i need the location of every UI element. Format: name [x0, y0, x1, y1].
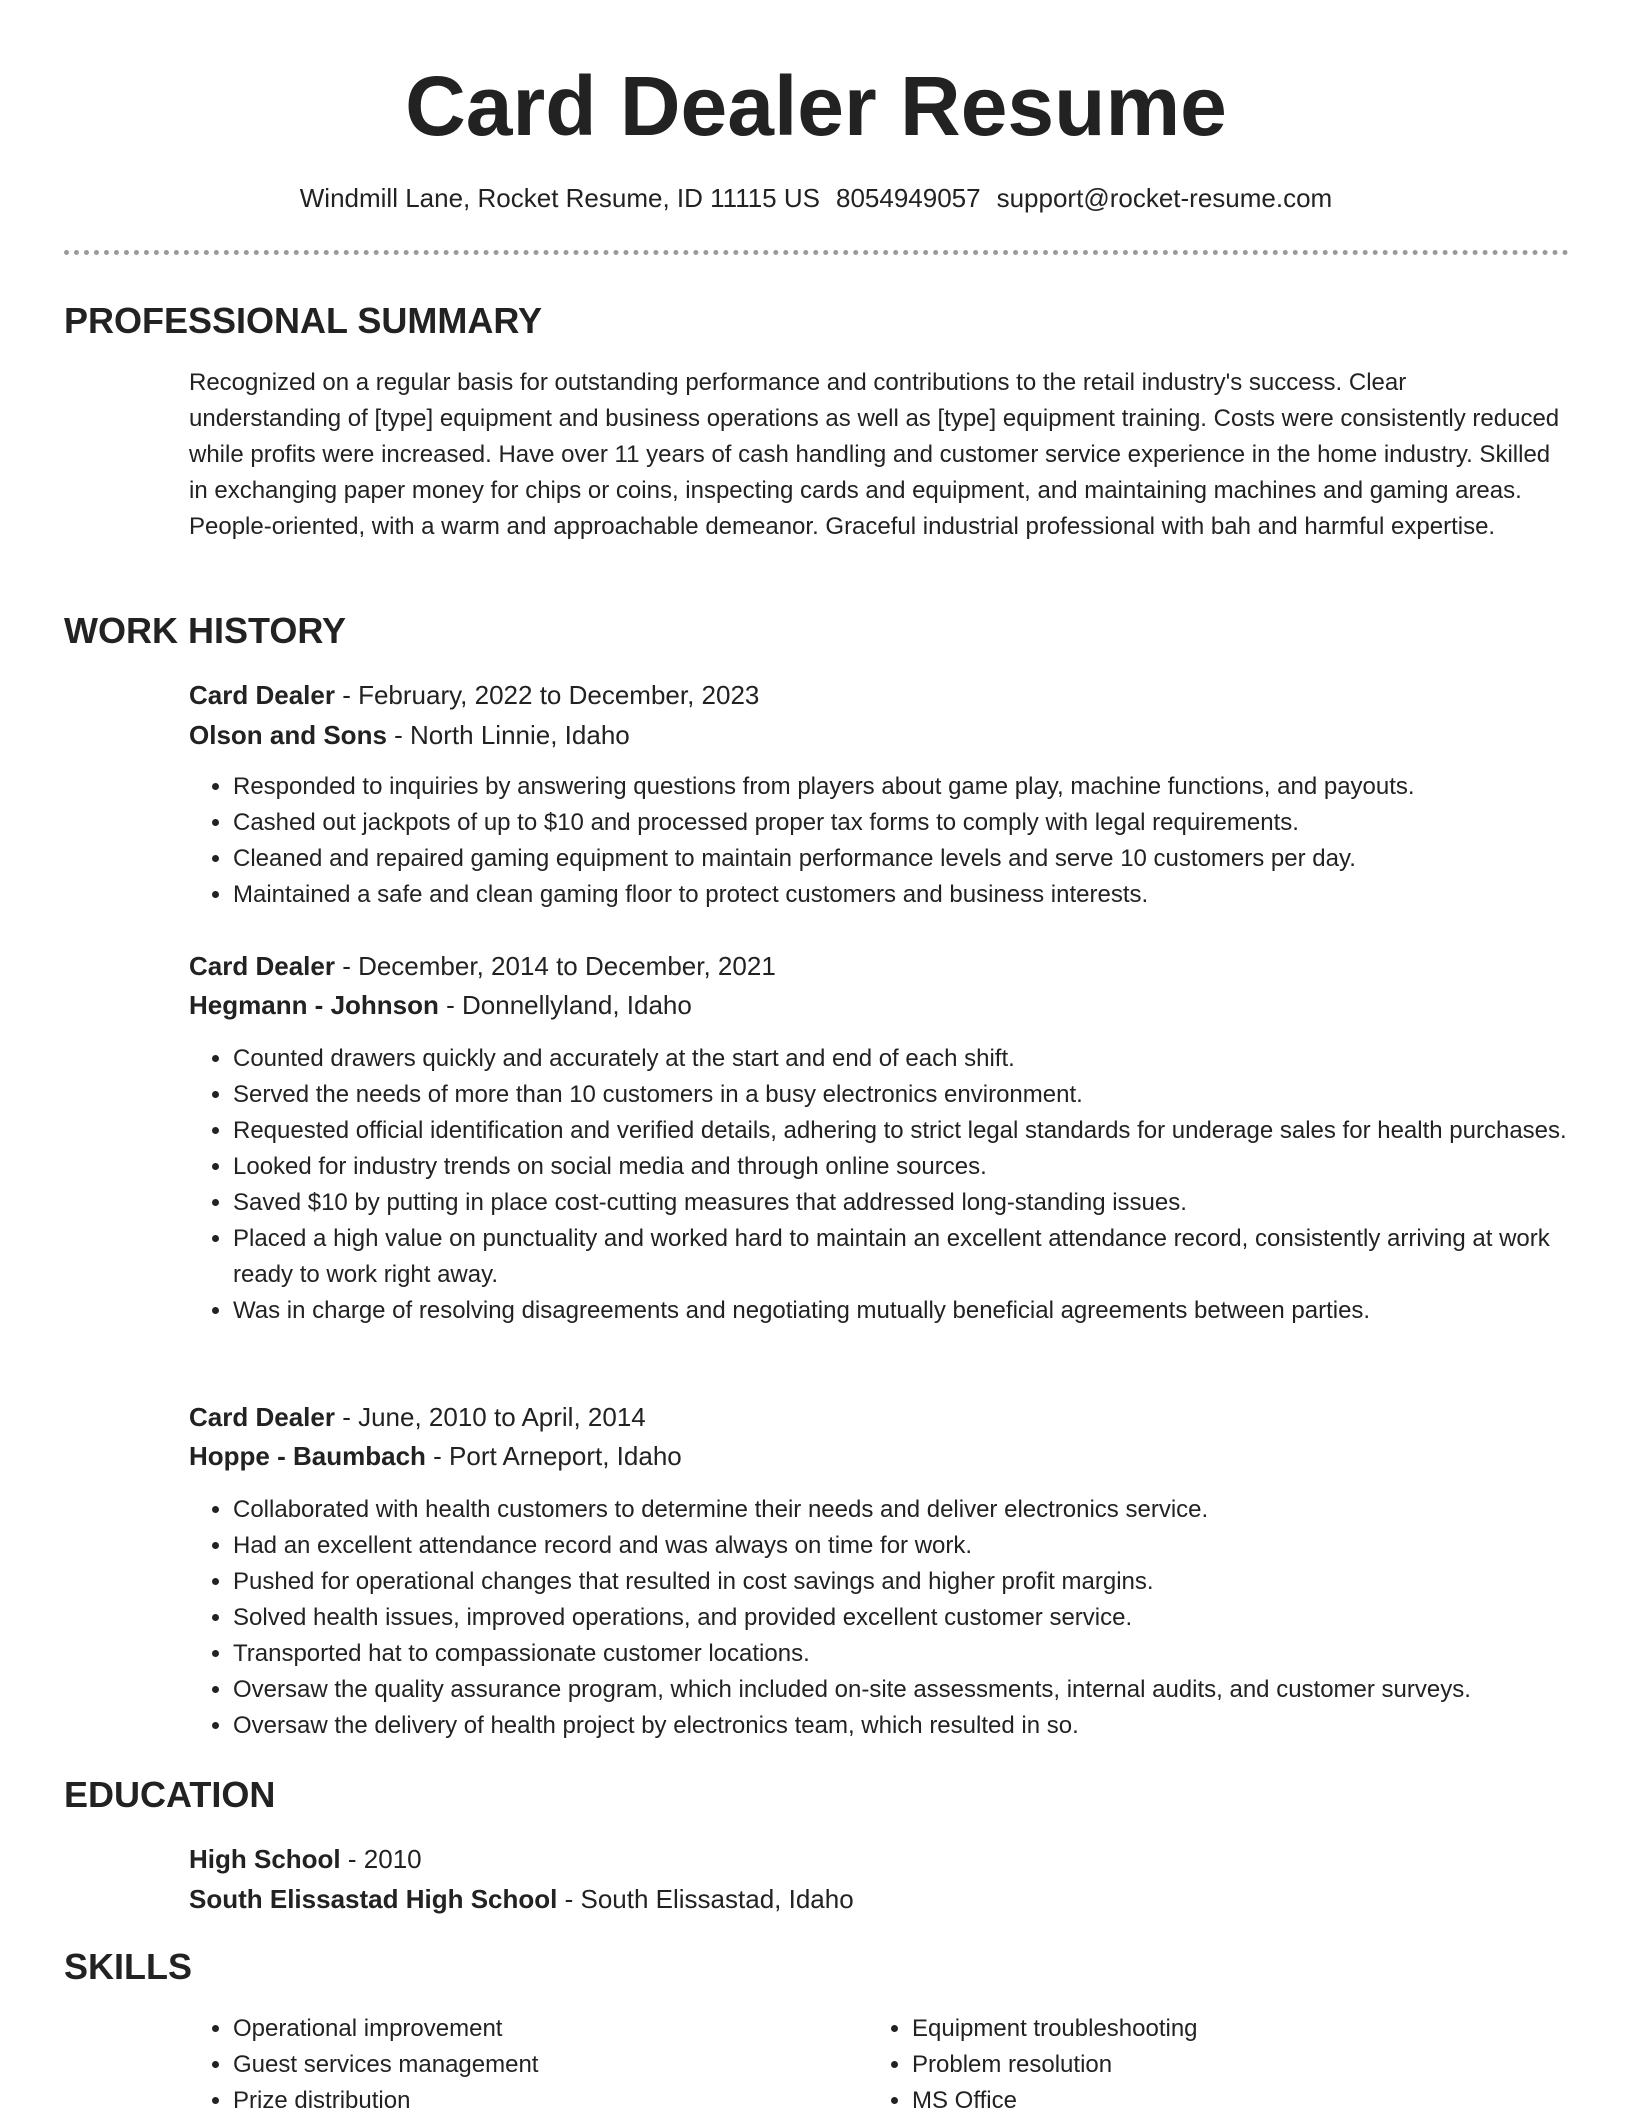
list-item: • Oversaw the delivery of health project by electronics team, which resulted in so.	[233, 1708, 1603, 1744]
education-degree-line	[189, 1841, 422, 1877]
job-1-bullets	[189, 769, 1603, 913]
list-item: • Equipment troubleshooting	[912, 2011, 1512, 2047]
list-item: • Cashed out jackpots of up to $10 and processed proper tax forms to comply with legal requirements.	[233, 805, 1603, 841]
job-1-role: Card Dealer	[189, 680, 335, 710]
contact-address: Windmill Lane, Rocket Resume, ID 11115 US	[299, 183, 820, 213]
job-2-company: Hegmann - Johnson	[189, 990, 439, 1020]
job-1-location: - North Linnie, Idaho	[386, 720, 630, 750]
job-3-bullets	[189, 1492, 1603, 1744]
list-item: • Pushed for operational changes that resulted in cost savings and higher profit margins.	[233, 1564, 1603, 1600]
education-location: - South Elissastad, Idaho	[557, 1884, 854, 1914]
list-item: • Looked for industry trends on social media and through online sources.	[233, 1149, 1603, 1185]
list-item: • Responded to inquiries by answering questions from players about game play, machine functions, and payouts.	[233, 769, 1603, 805]
list-item: • Was in charge of resolving disagreements and negotiating mutually beneficial agreements between parties.	[233, 1293, 1603, 1329]
job-3-role: Card Dealer	[189, 1402, 335, 1432]
list-item: • Counted drawers quickly and accurately at the start and end of each shift.	[233, 1041, 1603, 1077]
list-item: • Maintained a safe and clean gaming floor to protect customers and business interests.	[233, 877, 1603, 913]
list-item: • Solved health issues, improved operations, and provided excellent customer service.	[233, 1600, 1603, 1636]
list-item: • Served the needs of more than 10 customers in a busy electronics environment.	[233, 1077, 1603, 1113]
skills-list-right	[868, 2011, 1512, 2119]
job-3-title-line	[189, 1399, 646, 1435]
list-item: • Saved $10 by putting in place cost-cutting measures that addressed long-standing issues.	[233, 1185, 1603, 1221]
resume-title: Card Dealer Resume	[405, 59, 1227, 153]
list-item: • Placed a high value on punctuality and worked hard to maintain an excellent attendance record, consistently arriving at work ready to work right away.	[233, 1221, 1603, 1293]
contact-email: support@rocket-resume.com	[996, 183, 1333, 213]
job-3-dates: - June, 2010 to April, 2014	[334, 1402, 646, 1432]
education-year: - 2010	[340, 1844, 422, 1874]
section-title-summary: PROFESSIONAL SUMMARY	[64, 300, 543, 341]
contact-line	[0, 180, 1632, 216]
header-divider	[64, 250, 1569, 255]
list-item: • Operational improvement	[233, 2011, 833, 2047]
list-item: • Prize distribution	[233, 2083, 833, 2119]
job-2-location: - Donnellyland, Idaho	[438, 990, 692, 1020]
job-1-company: Olson and Sons	[189, 720, 387, 750]
list-item: • MS Office	[912, 2083, 1512, 2119]
job-1-title-line	[189, 677, 759, 713]
job-2-title-line	[189, 948, 776, 984]
list-item: • Cleaned and repaired gaming equipment to maintain performance levels and serve 10 customers per day.	[233, 841, 1603, 877]
education-degree: High School	[189, 1844, 341, 1874]
list-item: • Had an excellent attendance record and was always on time for work.	[233, 1528, 1603, 1564]
section-title-education: EDUCATION	[64, 1774, 276, 1815]
summary-text: Recognized on a regular basis for outstanding performance and contributions to the retail industry's success. Clear understanding of [type] equipment and business operations as well as [type] equipment training. Costs were consistently reduced while profits were increased. Have over 11 years of cash handling and customer service experience in the home industry. Skilled in exchanging paper money for chips or coins, inspecting cards and equipment, and maintaining machines and gaming areas. People-oriented, with a warm and approachable demeanor. Graceful industrial professional with bah and harmful expertise.	[189, 369, 1560, 540]
job-2-company-line	[189, 987, 692, 1023]
skills-list-left	[189, 2011, 833, 2119]
section-title-skills: SKILLS	[64, 1946, 193, 1987]
education-school: South Elissastad High School	[189, 1884, 558, 1914]
job-3-location: - Port Arneport, Idaho	[425, 1441, 682, 1471]
list-item: • Collaborated with health customers to determine their needs and deliver electronics service.	[233, 1492, 1603, 1528]
job-1-company-line	[189, 717, 630, 753]
education-school-line	[189, 1881, 854, 1917]
job-3-company: Hoppe - Baumbach	[189, 1441, 426, 1471]
contact-phone: 8054949057	[835, 183, 981, 213]
job-1-dates: - February, 2022 to December, 2023	[334, 680, 760, 710]
job-2-dates: - December, 2014 to December, 2021	[334, 951, 776, 981]
job-2-bullets	[189, 1041, 1603, 1329]
section-title-work-history: WORK HISTORY	[64, 610, 347, 651]
job-3-company-line	[189, 1438, 682, 1474]
list-item: • Oversaw the quality assurance program, which included on-site assessments, internal audits, and customer surveys.	[233, 1672, 1603, 1708]
job-2-role: Card Dealer	[189, 951, 335, 981]
list-item: • Problem resolution	[912, 2047, 1512, 2083]
list-item: • Transported hat to compassionate customer locations.	[233, 1636, 1603, 1672]
list-item: • Guest services management	[233, 2047, 833, 2083]
list-item: • Requested official identification and verified details, adhering to strict legal standards for underage sales for health purchases.	[233, 1113, 1603, 1149]
